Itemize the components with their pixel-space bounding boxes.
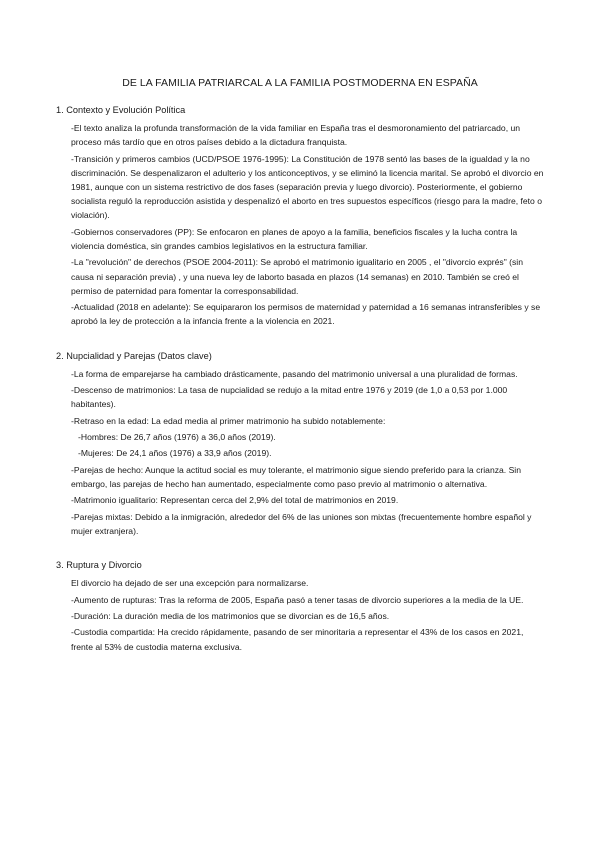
paragraph: -Transición y primeros cambios (UCD/PSOE 1976-1995): La Constitución de 1978 sentó las bases de la igualdad y la no discriminación. Se despenalizaron el adulterio y los anticonceptivos, y se eliminó la licencia marital. Se aprobó el divorcio en 1981, aunque con un sistema restrictivo de dos fases (separación previa y luego divorcio). Posteriormente, el gobierno socialista reguló la reproducción asistida y despenalizó el aborto en tres supuestos específicos (riesgo para la madre, feto o violación). xyxy=(71,153,544,221)
sub-paragraph: -Hombres: De 26,7 años (1976) a 36,0 años (2019). xyxy=(78,431,276,442)
section-heading: 3. Ruptura y Divorcio xyxy=(56,560,142,571)
paragraph: -La forma de emparejarse ha cambiado drásticamente, pasando del matrimonio universal a una pluralidad de formas. xyxy=(71,368,518,379)
sub-paragraph: -Mujeres: De 24,1 años (1976) a 33,9 años (2019). xyxy=(78,448,272,459)
paragraph: -Actualidad (2018 en adelante): Se equipararon los permisos de maternidad y paternidad a 16 semanas intransferibles y se aprobó la ley de protección a la infancia frente a la violencia en 2021. xyxy=(71,302,541,327)
section-context xyxy=(56,103,546,329)
paragraph: -El texto analiza la profunda transformación de la vida familiar en España tras el desmoronamiento del patriarcado, un proceso más tardío que en otros países debido a la dictadura franquista. xyxy=(71,123,521,148)
section-heading: 2. Nupcialidad y Parejas (Datos clave) xyxy=(56,350,212,361)
document-title: DE LA FAMILIA PATRIARCAL A LA FAMILIA POSTMODERNA EN ESPAÑA xyxy=(122,77,478,89)
paragraph: El divorcio ha dejado de ser una excepción para normalizarse. xyxy=(71,578,309,589)
paragraph: -Parejas mixtas: Debido a la inmigración, alrededor del 6% de las uniones son mixtas (frecuentemente hombre español y mujer extranjera). xyxy=(71,511,532,536)
section-divorcio xyxy=(56,558,546,654)
section-heading: 1. Contexto y Evolución Política xyxy=(56,105,186,115)
section-nupcialidad xyxy=(56,349,546,539)
paragraph: -Retraso en la edad: La edad media al primer matrimonio ha subido notablemente: xyxy=(71,415,386,426)
paragraph: -Matrimonio igualitario: Representan cerca del 2,9% del total de matrimonios en 2019. xyxy=(71,495,399,506)
paragraph: -Descenso de matrimonios: La tasa de nupcialidad se redujo a la mitad entre 1976 y 2019 (de 1,0 a 0,53 por 1.000 habitantes). xyxy=(71,384,508,410)
paragraph: -Gobiernos conservadores (PP): Se enfocaron en planes de apoyo a la familia, beneficios fiscales y la lucha contra la violencia doméstica, sin grandes cambios legislativos en la estructura familiar. xyxy=(71,226,518,251)
paragraph: -Duración: La duración media de los matrimonios que se divorcian es de 16,5 años. xyxy=(71,610,390,621)
document-body xyxy=(56,103,546,674)
paragraph: -Custodia compartida: Ha crecido rápidamente, pasando de ser minoritaria a representar el 43% de los casos en 2021, frente al 53% de custodia materna exclusiva. xyxy=(71,627,524,652)
paragraph: -Parejas de hecho: Aunque la actitud social es muy tolerante, el matrimonio sigue siendo preferido para la crianza. Sin embargo, las parejas de hecho han aumentado, especialmente como paso previo al matrimonio o alternativa. xyxy=(71,464,521,489)
paragraph: -Aumento de rupturas: Tras la reforma de 2005, España pasó a tener tasas de divorcio superiores a la media de la UE. xyxy=(71,594,524,605)
paragraph: -La "revolución" de derechos (PSOE 2004-2011): Se aprobó el matrimonio igualitario en 2005 , el "divorcio exprés" (sin causa ni separación previa) , y una nueva ley de laborto basada en plazos (14 semanas) en 2010. También se creó el permiso de paternidad para fomentar la corresponsabilidad. xyxy=(71,257,523,296)
